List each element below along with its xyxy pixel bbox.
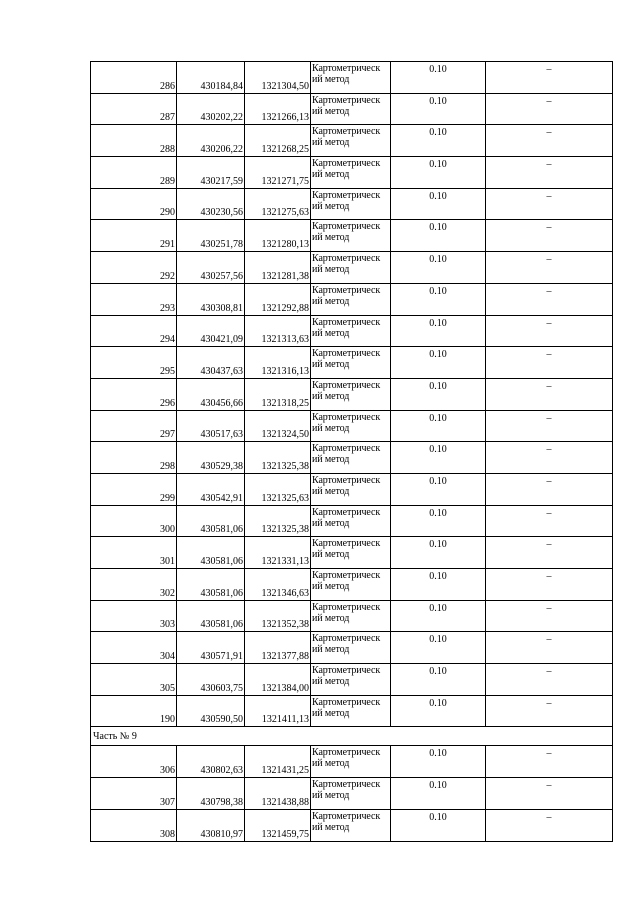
coord-x: 430184,84 [177,62,245,94]
accuracy-value: 0.10 [391,283,486,315]
method-cell [311,62,391,94]
coord-x: 430571,91 [177,632,245,664]
method-cell [311,600,391,632]
method-text: Картометрическ ий метод [312,665,381,688]
coord-x: 430581,06 [177,537,245,569]
coord-y: 1321325,38 [245,505,311,537]
description-dash: – [486,746,613,778]
accuracy-value: 0.10 [391,220,486,252]
description-dash: – [486,347,613,379]
point-number: 298 [91,442,177,474]
point-number: 306 [91,746,177,778]
point-number: 190 [91,695,177,727]
accuracy-value: 0.10 [391,442,486,474]
coord-x: 430251,78 [177,220,245,252]
table-row [91,62,613,94]
method-text: Картометрическ ий метод [312,284,381,307]
method-cell [311,746,391,778]
accuracy-value: 0.10 [391,62,486,94]
table-row [91,378,613,410]
table-row [91,188,613,220]
coord-y: 1321266,13 [245,93,311,125]
description-dash: – [486,252,613,284]
coord-y: 1321324,50 [245,410,311,442]
coord-x: 430810,97 [177,809,245,841]
coord-x: 430202,22 [177,93,245,125]
part-label: Часть № 9 [91,727,613,746]
method-text: Картометрическ ий метод [312,779,381,802]
accuracy-value: 0.10 [391,347,486,379]
table-row [91,93,613,125]
method-text: Картометрическ ий метод [312,221,381,244]
point-number: 308 [91,809,177,841]
table-row [91,505,613,537]
method-cell [311,695,391,727]
method-text: Картометрическ ий метод [312,316,381,339]
accuracy-value: 0.10 [391,695,486,727]
description-dash: – [486,809,613,841]
method-text: Картометрическ ий метод [312,747,381,770]
coord-x: 430590,50 [177,695,245,727]
accuracy-value: 0.10 [391,93,486,125]
coord-x: 430581,06 [177,505,245,537]
coord-y: 1321281,38 [245,252,311,284]
method-text: Картометрическ ий метод [312,348,381,371]
point-number: 291 [91,220,177,252]
method-cell [311,220,391,252]
description-dash: – [486,283,613,315]
coord-y: 1321377,88 [245,632,311,664]
table-row [91,664,613,696]
coord-y: 1321325,38 [245,442,311,474]
table-row [91,315,613,347]
point-number: 303 [91,600,177,632]
method-text: Картометрическ ий метод [312,63,381,85]
table-row [91,632,613,664]
table-row [91,125,613,157]
point-number: 296 [91,378,177,410]
point-number: 297 [91,410,177,442]
coord-x: 430206,22 [177,125,245,157]
coord-y: 1321318,25 [245,378,311,410]
accuracy-value: 0.10 [391,252,486,284]
description-dash: – [486,410,613,442]
coord-x: 430308,81 [177,283,245,315]
description-dash: – [486,778,613,810]
point-number: 287 [91,93,177,125]
method-cell [311,125,391,157]
point-number: 294 [91,315,177,347]
coord-x: 430542,91 [177,473,245,505]
table-row [91,537,613,569]
coord-x: 430581,06 [177,600,245,632]
method-text: Картометрическ ий метод [312,474,381,497]
coord-x: 430230,56 [177,188,245,220]
table-row [91,473,613,505]
description-dash: – [486,632,613,664]
method-text: Картометрическ ий метод [312,253,381,276]
coord-x: 430456,66 [177,378,245,410]
point-number: 300 [91,505,177,537]
coord-x: 430581,06 [177,569,245,601]
table-row [91,157,613,189]
method-cell [311,410,391,442]
coord-y: 1321411,13 [245,695,311,727]
part-header-row [91,727,613,746]
description-dash: – [486,93,613,125]
accuracy-value: 0.10 [391,778,486,810]
table-row [91,778,613,810]
coord-x: 430603,75 [177,664,245,696]
point-number: 299 [91,473,177,505]
coordinates-table-body [91,62,613,842]
coord-y: 1321384,00 [245,664,311,696]
description-dash: – [486,188,613,220]
method-cell [311,315,391,347]
table-row [91,283,613,315]
coord-y: 1321438,88 [245,778,311,810]
accuracy-value: 0.10 [391,188,486,220]
description-dash: – [486,505,613,537]
method-cell [311,378,391,410]
method-cell [311,537,391,569]
coord-y: 1321352,38 [245,600,311,632]
point-number: 288 [91,125,177,157]
coord-y: 1321459,75 [245,809,311,841]
method-text: Картометрическ ий метод [312,158,381,181]
coord-y: 1321346,63 [245,569,311,601]
method-cell [311,505,391,537]
table-row [91,600,613,632]
description-dash: – [486,62,613,94]
description-dash: – [486,378,613,410]
point-number: 305 [91,664,177,696]
coord-x: 430257,56 [177,252,245,284]
accuracy-value: 0.10 [391,809,486,841]
point-number: 293 [91,283,177,315]
description-dash: – [486,473,613,505]
accuracy-value: 0.10 [391,473,486,505]
point-number: 290 [91,188,177,220]
method-cell [311,283,391,315]
description-dash: – [486,695,613,727]
method-text: Картометрическ ий метод [312,601,381,624]
accuracy-value: 0.10 [391,664,486,696]
table-row [91,746,613,778]
coord-x: 430421,09 [177,315,245,347]
method-text: Картометрическ ий метод [312,506,381,529]
method-text: Картометрическ ий метод [312,810,381,833]
accuracy-value: 0.10 [391,632,486,664]
method-text: Картометрическ ий метод [312,189,381,212]
coord-y: 1321304,50 [245,62,311,94]
method-cell [311,252,391,284]
accuracy-value: 0.10 [391,410,486,442]
method-cell [311,188,391,220]
point-number: 302 [91,569,177,601]
method-cell [311,664,391,696]
accuracy-value: 0.10 [391,315,486,347]
accuracy-value: 0.10 [391,600,486,632]
accuracy-value: 0.10 [391,125,486,157]
point-number: 289 [91,157,177,189]
method-text: Картометрическ ий метод [312,696,381,719]
accuracy-value: 0.10 [391,746,486,778]
coord-x: 430802,63 [177,746,245,778]
coord-x: 430798,38 [177,778,245,810]
point-number: 301 [91,537,177,569]
method-text: Картометрическ ий метод [312,443,381,466]
method-text: Картометрическ ий метод [312,379,381,402]
table-row [91,569,613,601]
description-dash: – [486,537,613,569]
point-number: 292 [91,252,177,284]
coordinates-table [90,61,613,842]
accuracy-value: 0.10 [391,569,486,601]
description-dash: – [486,220,613,252]
description-dash: – [486,125,613,157]
coord-y: 1321271,75 [245,157,311,189]
table-row [91,347,613,379]
coord-y: 1321268,25 [245,125,311,157]
coord-y: 1321325,63 [245,473,311,505]
method-cell [311,442,391,474]
table-row [91,809,613,841]
accuracy-value: 0.10 [391,157,486,189]
method-cell [311,569,391,601]
table-row [91,442,613,474]
table-row [91,410,613,442]
point-number: 295 [91,347,177,379]
method-cell [311,632,391,664]
method-cell [311,93,391,125]
method-cell [311,347,391,379]
method-text: Картометрическ ий метод [312,633,381,656]
method-text: Картометрическ ий метод [312,126,381,149]
description-dash: – [486,442,613,474]
coord-y: 1321431,25 [245,746,311,778]
coord-x: 430517,63 [177,410,245,442]
coord-y: 1321313,63 [245,315,311,347]
method-cell [311,473,391,505]
table-row [91,252,613,284]
point-number: 286 [91,62,177,94]
method-text: Картометрическ ий метод [312,538,381,561]
coord-y: 1321280,13 [245,220,311,252]
coord-y: 1321275,63 [245,188,311,220]
description-dash: – [486,664,613,696]
description-dash: – [486,157,613,189]
description-dash: – [486,569,613,601]
coord-x: 430217,59 [177,157,245,189]
coord-y: 1321331,13 [245,537,311,569]
accuracy-value: 0.10 [391,378,486,410]
accuracy-value: 0.10 [391,537,486,569]
description-dash: – [486,600,613,632]
coord-y: 1321292,88 [245,283,311,315]
coord-x: 430529,38 [177,442,245,474]
description-dash: – [486,315,613,347]
point-number: 304 [91,632,177,664]
table-row [91,695,613,727]
method-cell [311,809,391,841]
method-text: Картометрическ ий метод [312,411,381,434]
coord-y: 1321316,13 [245,347,311,379]
method-text: Картометрическ ий метод [312,94,381,117]
point-number: 307 [91,778,177,810]
method-text: Картометрическ ий метод [312,570,381,592]
method-cell [311,778,391,810]
method-cell [311,157,391,189]
accuracy-value: 0.10 [391,505,486,537]
coord-x: 430437,63 [177,347,245,379]
table-row [91,220,613,252]
